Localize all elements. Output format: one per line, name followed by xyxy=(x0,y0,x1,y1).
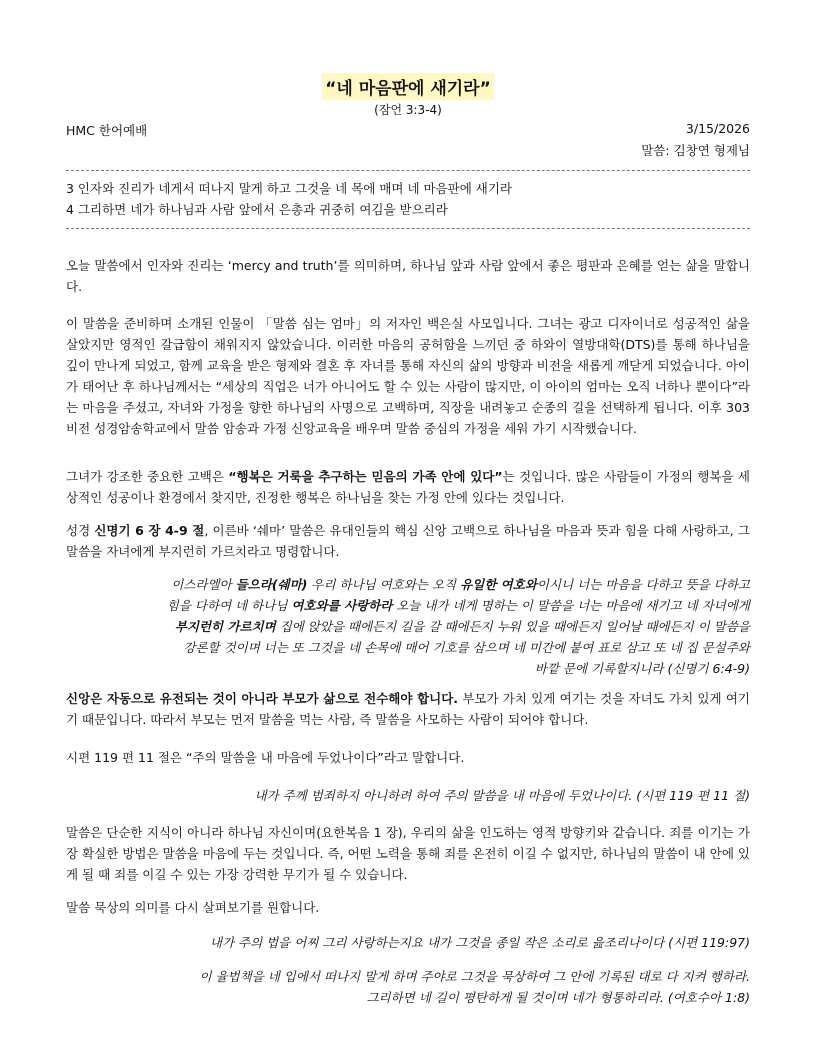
text: 는 것입니다. 많은 사람들이 가정의 행복을 세상적인 성공이나 환경에서 찾지만, 진정한 행복은 하나님을 찾는 가정 안에 있다는 것입니다. xyxy=(66,469,751,505)
quote-deuteronomy xyxy=(66,574,750,679)
speaker-row xyxy=(66,141,750,159)
text: 그녀가 강조한 중요한 고백은 xyxy=(66,469,229,484)
emphasis: 부지런히 가르치며 xyxy=(174,619,276,634)
quote-line: 이 율법책을 네 입에서 떠나지 말게 하며 주야로 그것을 묵상하여 그 안에 기록된 대로 다 지켜 행하라. xyxy=(199,969,750,984)
paragraph-meditation: 말씀 묵상의 의미를 다시 살펴보기를 원합니다. xyxy=(66,900,320,915)
emphasis: 유일한 여호와 xyxy=(460,577,537,592)
quote-psalm-119-97: 내가 주의 법을 어찌 그리 사랑하는지요 내가 그것을 종일 작은 소리로 읊조리나이다 (시편 119:97) xyxy=(209,935,750,950)
text: 집에 앉았을 때에든지 길을 갈 때에든지 누워 있을 때에든지 일어날 때에든지 이 말씀을 xyxy=(275,619,750,634)
quote-line: 바깥 문에 기록할지니라 (신명기 6:4-9) xyxy=(534,661,750,676)
meta-row xyxy=(66,121,750,139)
scripture-reference: (잠언 3:3-4) xyxy=(374,103,442,117)
text: , 이른바 ‘쉐마’ 말씀은 유대인들의 핵심 신앙 고백으로 하나님을 마음과 뜻과 힘을 다해 사랑하고, 그 말씀을 자녀에게 부지런히 가르치라고 명령합니다. xyxy=(66,523,750,559)
text: 성경 xyxy=(66,523,95,538)
emphasis: 여호와를 사랑하라 xyxy=(291,598,393,613)
quote-line xyxy=(66,595,750,616)
quote-joshua xyxy=(66,966,750,1008)
emphasis: “행복은 거룩을 추구하는 믿음의 가족 안에 있다” xyxy=(228,469,503,484)
title-block xyxy=(0,73,816,100)
key-verses xyxy=(66,178,750,220)
congregation-name: HMC 한어예배 xyxy=(66,123,148,138)
paragraph-psalm-intro: 시편 119 편 11 절은 “주의 말씀을 내 마음에 두었나이다”라고 말합니다. xyxy=(66,750,465,765)
quote-line: 그리하면 네 길이 평탄하게 될 것이며 네가 형통하리라. (여호수아 1:8) xyxy=(366,990,750,1005)
quote-line xyxy=(66,616,750,637)
paragraph-background: 이 말씀을 준비하며 소개된 인물이 「말씀 심는 엄마」의 저자인 백은실 사모입니다. 그녀는 광고 디자이너로 성공적인 삶을 살았지만 영적인 갈급함이 채워지지 않았습니다. 이러한 마음의 공허함을 느끼던 중 하와이 열방대학(DTS)를 통해 하나님을 깊이 만나게 되었고, 함께 교육을 받은 형제와 결혼 후 자녀를 통해 자신의 삶의 방향과 비전을 새롭게 깨닫게 되었습니다. 아이가 태어난 후 하나님께서는 “세상의 직업은 너가 아니어도 할 수 있는 사람이 많지만, 이 아이의 엄마는 오직 너하나 뿐이다”라는 마음을 주셨고, 자녀와 가정을 향한 하나님의 사명으로 고백하며, 직장을 내려놓고 순종의 길을 선택하게 됩니다. 이후 303 비전 성경암송학교에서 말씀 암송과 가정 신앙교육을 배우며 말씀 중심의 가정을 세워 가기 시작했습니다. xyxy=(66,316,750,436)
quote-line: 강론할 것이며 너는 또 그것을 네 손목에 매어 기호를 삼으며 네 미간에 붙여 표로 삼고 또 네 집 문설주와 xyxy=(183,640,750,655)
text: 힘을 다하여 네 하나님 xyxy=(166,598,292,613)
verse-4: 4 그리하면 네가 하나님과 사람 앞에서 은총과 귀중히 여김을 받으리라 xyxy=(66,202,448,217)
text: 이스라엘아 xyxy=(171,577,236,592)
text: 부모가 가치 있게 여기는 것을 자녀도 가치 있게 여기기 때문입니다. 따라서 부모는 먼저 말씀을 먹는 사람, 즉 말씀을 사모하는 사람이 되어야 합니다. xyxy=(66,691,750,727)
speaker-name: 말씀: 김창연 형제님 xyxy=(641,143,750,158)
divider-bottom xyxy=(66,228,750,229)
paragraph-word: 말씀은 단순한 지식이 아니라 하나님 자신이며(요한복음 1 장), 우리의 삶을 인도하는 영적 방향키와 같습니다. 죄를 이기는 가장 확실한 방법은 말씀을 마음에 두는 것입니다. 즉, 어떤 노력을 통해 죄를 온전히 이길 수 없지만, 하나님의 말씀이 내 안에 있게 될 때 죄를 이길 수 있는 가장 강력한 무기가 될 수 있습니다. xyxy=(66,825,750,882)
paragraph-confession xyxy=(66,466,750,508)
text: 오늘 내가 네게 명하는 이 말씀을 너는 마음에 새기고 네 자녀에게 xyxy=(392,598,750,613)
emphasis: 들으라(쉐마) xyxy=(235,577,308,592)
emphasis: 신앙은 자동으로 유전되는 것이 아니라 부모가 삶으로 전수해야 합니다. xyxy=(66,691,459,706)
quote-psalm-119-11: 내가 주께 범죄하지 아니하려 하여 주의 말씀을 내 마음에 두었나이다. (시편 119 편 11 절) xyxy=(254,788,750,803)
sermon-date: 3/15/2026 xyxy=(685,121,750,136)
quote-line xyxy=(66,574,750,595)
paragraph-intro: 오늘 말씀에서 인자와 진리는 ‘mercy and truth’를 의미하며, 하나님 앞과 사람 앞에서 좋은 평판과 은혜를 얻는 삶을 말합니다. xyxy=(66,258,750,294)
text: 우리 하나님 여호와는 오직 xyxy=(307,577,461,592)
emphasis: 신명기 6 장 4-9 절 xyxy=(94,523,205,538)
text: 이시니 너는 마음을 다하고 뜻을 다하고 xyxy=(536,577,750,592)
verse-3: 3 인자와 진리가 네게서 떠나지 말게 하고 그것을 네 목에 매며 네 마음판에 새기라 xyxy=(66,181,513,196)
paragraph-shema xyxy=(66,520,750,562)
divider-top xyxy=(66,170,750,171)
page-title: “네 마음판에 새기라” xyxy=(322,73,494,100)
paragraph-inheritance xyxy=(66,688,750,730)
